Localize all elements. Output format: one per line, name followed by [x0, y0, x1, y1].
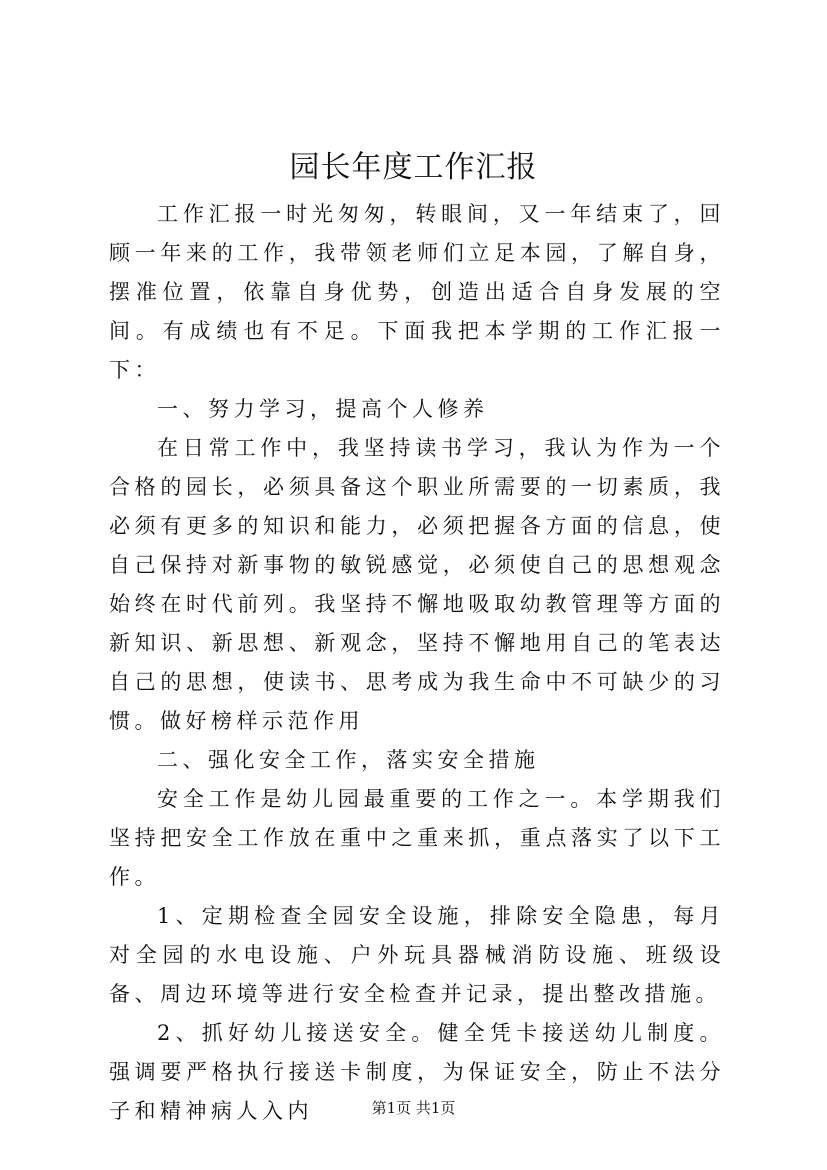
section-heading-2: 二、强化安全工作，落实安全措施 [157, 748, 540, 772]
paragraph-study: 在日常工作中，我坚持读书学习，我认为作为一个合格的园长，必须具备这个职业所需要的一切素质，我必须有更多的知识和能力，必须把握各方面的信息，使自己保持对新事物的敏锐感觉，必须使自己的思想观念始终在时代前列。我坚持不懈地吸取幼教管理等方面的新知识、新思想、新观念，坚持不懈地用自己的笔表达自己的思想，使读书、思考成为我生命中不可缺少的习惯。做好榜样示范作用 [109, 436, 725, 733]
paragraph-item-2: 2、抓好幼儿接送安全。健全凭卡接送幼儿制度。强调要严格执行接送卡制度，为保证安全，防止不法分子和精神病人入内 [109, 1021, 725, 1123]
paragraph-intro: 工作汇报一时光匆匆，转眼间，又一年结束了，回顾一年来的工作，我带领老师们立足本园，了解自身，摆准位置，依靠自身优势，创造出适合自身发展的空间。有成绩也有不足。下面我把本学期的工作汇报一下： [109, 202, 725, 382]
document-body [109, 195, 725, 1131]
section-heading-1: 一、努力学习，提高个人修养 [157, 397, 489, 421]
paragraph-item-1: 1、定期检查全园安全设施，排除安全隐患，每月对全园的水电设施、户外玩具器械消防设施、班级设备、周边环境等进行安全检查并记录，提出整改措施。 [109, 904, 725, 1006]
document-title: 园长年度工作汇报 [289, 150, 538, 185]
page-number: 第1页 共1页 [371, 1099, 456, 1117]
page-footer [0, 1098, 827, 1118]
paragraph-safety: 安全工作是幼儿园最重要的工作之一。本学期我们坚持把安全工作放在重中之重来抓，重点落实了以下工作。 [109, 787, 725, 889]
